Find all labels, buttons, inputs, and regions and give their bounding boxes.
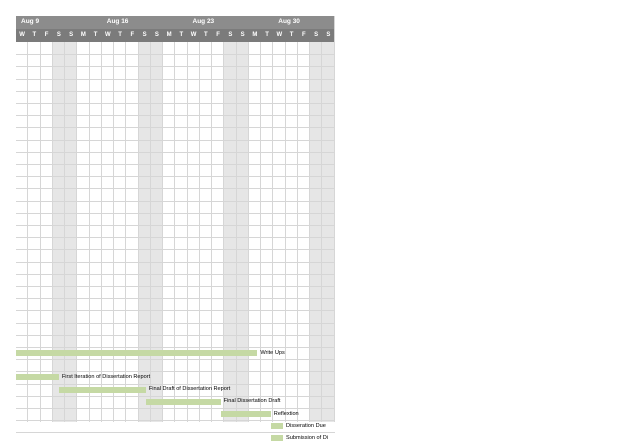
- day-column: [261, 42, 273, 422]
- day-label: T: [204, 32, 208, 38]
- day-column: [28, 42, 40, 422]
- row-divider: [16, 384, 335, 385]
- day-label: S: [240, 32, 245, 38]
- day-label: W: [190, 32, 197, 38]
- day-column: [273, 42, 285, 422]
- day-column: [175, 42, 187, 422]
- row-divider: [16, 323, 335, 324]
- row-divider: [16, 225, 335, 226]
- row-divider: [16, 237, 335, 238]
- weekend-column: [322, 42, 334, 422]
- day-label: F: [130, 32, 135, 38]
- row-divider: [16, 140, 335, 141]
- day-column: [188, 42, 200, 422]
- task-bar[interactable]: [146, 399, 221, 405]
- gantt-grid: [16, 42, 335, 441]
- week-label: Aug 30: [278, 18, 300, 25]
- day-label: W: [105, 32, 111, 38]
- row-divider: [16, 420, 335, 421]
- day-column: [126, 42, 138, 422]
- weekend-column: [53, 42, 65, 422]
- row-divider: [16, 432, 335, 433]
- row-divider: [16, 310, 335, 311]
- row-divider: [16, 359, 335, 360]
- task-label: Disseration Due: [286, 422, 326, 429]
- row-divider: [16, 188, 335, 189]
- task-label: Write Ups: [260, 349, 285, 356]
- row-divider: [16, 335, 335, 336]
- row-divider: [16, 103, 335, 104]
- weekend-column: [65, 42, 77, 422]
- row-divider: [16, 201, 335, 202]
- row-divider: [16, 274, 335, 275]
- day-column: [298, 42, 310, 422]
- day-column: [163, 42, 175, 422]
- day-column: [200, 42, 212, 422]
- task-bar[interactable]: [59, 387, 146, 393]
- weekend-column: [237, 42, 249, 422]
- day-label: T: [179, 32, 184, 38]
- week-label: Aug 16: [106, 18, 129, 25]
- day-column: [249, 42, 261, 422]
- day-column: [102, 42, 114, 422]
- row-divider: [16, 91, 335, 92]
- day-column: [16, 42, 28, 422]
- task-bar[interactable]: [221, 411, 271, 417]
- weekend-column: [224, 42, 236, 422]
- row-divider: [16, 79, 335, 80]
- row-divider: [16, 115, 335, 116]
- task-bar[interactable]: [271, 423, 283, 429]
- day-column: [90, 42, 102, 422]
- day-label: S: [228, 32, 233, 38]
- row-divider: [16, 371, 335, 372]
- day-label: F: [216, 32, 220, 38]
- task-label: Final Draft of Dissertation Report: [148, 386, 231, 393]
- day-label: S: [154, 32, 159, 38]
- day-label: T: [289, 32, 294, 38]
- day-label: T: [32, 32, 37, 38]
- gantt-chart: [16, 16, 335, 441]
- day-label: W: [19, 32, 25, 38]
- day-label: S: [56, 32, 61, 38]
- row-divider: [16, 396, 335, 397]
- day-label: M: [252, 32, 258, 38]
- day-column: [77, 42, 89, 422]
- day-column: [41, 42, 53, 422]
- weekend-column: [151, 42, 163, 422]
- row-divider: [16, 298, 335, 299]
- task-bar[interactable]: [16, 374, 59, 380]
- day-label: T: [118, 32, 122, 38]
- row-divider: [16, 176, 335, 177]
- day-label: S: [326, 32, 331, 38]
- task-bar[interactable]: [16, 350, 257, 356]
- grid-right-border: [334, 16, 335, 422]
- row-divider: [16, 152, 335, 153]
- day-column: [286, 42, 298, 422]
- task-label: First Iteration of Dissertation Report: [61, 373, 151, 380]
- task-label: Submission of Di: [286, 434, 329, 441]
- day-label: F: [44, 32, 49, 38]
- row-divider: [16, 408, 335, 409]
- day-column: [114, 42, 126, 422]
- row-divider: [16, 347, 335, 348]
- row-divider: [16, 66, 335, 67]
- day-column: [212, 42, 224, 422]
- weekend-column: [139, 42, 151, 422]
- day-header: [16, 29, 335, 42]
- day-label: M: [166, 32, 172, 38]
- day-label: M: [80, 32, 86, 38]
- day-label: F: [302, 32, 306, 38]
- weekend-column: [310, 42, 322, 422]
- day-label: T: [265, 32, 269, 38]
- week-label: Aug 23: [192, 18, 215, 25]
- row-divider: [16, 213, 335, 214]
- day-label: S: [142, 32, 147, 38]
- week-header: [16, 16, 335, 29]
- task-bar[interactable]: [271, 435, 283, 441]
- week-label: Aug 9: [21, 18, 40, 25]
- row-divider: [16, 262, 335, 263]
- day-label: S: [314, 32, 319, 38]
- row-divider: [16, 249, 335, 250]
- task-label: Reflextion: [273, 410, 299, 417]
- day-label: W: [276, 32, 283, 38]
- task-label: Final Dissertation Draft: [223, 398, 281, 405]
- row-divider: [16, 286, 335, 287]
- day-label: T: [93, 32, 98, 38]
- row-divider: [16, 54, 335, 55]
- row-divider: [16, 127, 335, 128]
- row-divider: [16, 164, 335, 165]
- day-label: S: [69, 32, 74, 38]
